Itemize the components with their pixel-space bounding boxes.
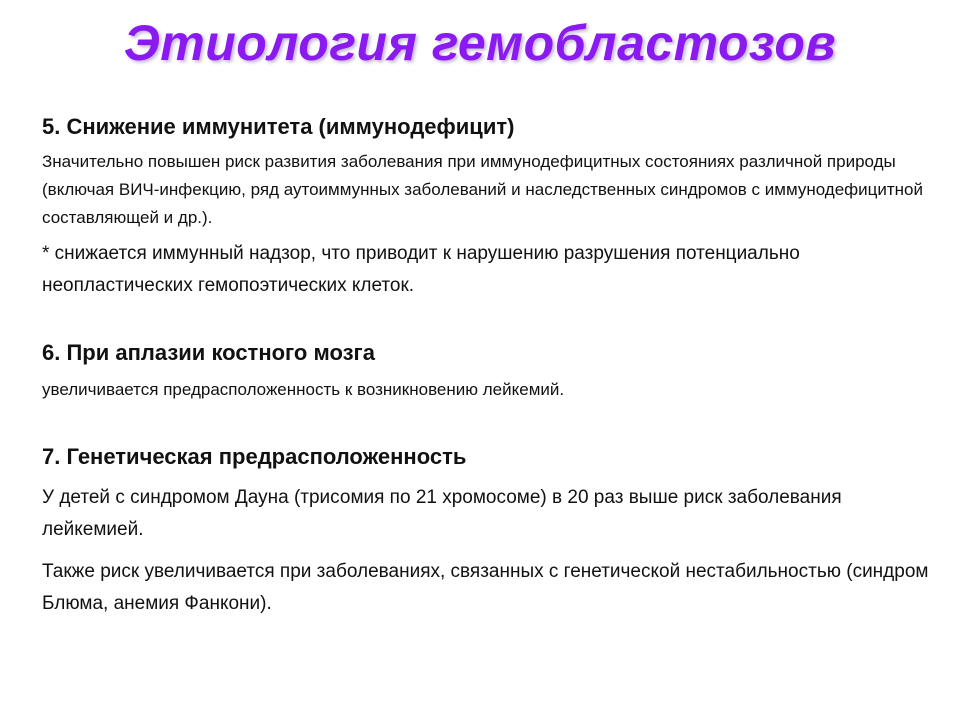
section-paragraph: Также риск увеличивается при заболеваниях, связанных с генетической нестабильностью (синдром Блюма, анемия Фанкони).: [42, 561, 929, 614]
section-heading: 7. Генетическая предрасположенность: [42, 444, 467, 469]
section-paragraph: * снижается иммунный надзор, что приводит к нарушению разрушения потенциально неопластических гемопоэтических клеток.: [42, 243, 800, 296]
slide-content: [42, 112, 932, 620]
section-immunodeficiency: [42, 112, 932, 302]
section-paragraph: увеличивается предрасположенность к возникновению лейкемий.: [42, 380, 565, 399]
section-marrow-aplasia: [42, 338, 932, 404]
section-paragraph: У детей с синдромом Дауна (трисомия по 21 хромосоме) в 20 раз выше риск заболевания лейкемией.: [42, 487, 842, 540]
section-paragraph: Значительно повышен риск развития заболевания при иммунодефицитных состояниях различной природы (включая ВИЧ-инфекцию, ряд аутоиммунных заболеваний и наследственных синдромов с иммунодефицитной составляющей и др.).: [42, 152, 924, 227]
slide-title: Этиология гемобластозов: [123, 15, 837, 71]
section-heading: 6. При аплазии костного мозга: [42, 340, 375, 365]
spacer: [42, 302, 932, 338]
spacer: [42, 404, 932, 442]
section-genetic-predisposition: [42, 442, 932, 620]
section-heading: 5. Снижение иммунитета (иммунодефицит): [42, 114, 515, 139]
